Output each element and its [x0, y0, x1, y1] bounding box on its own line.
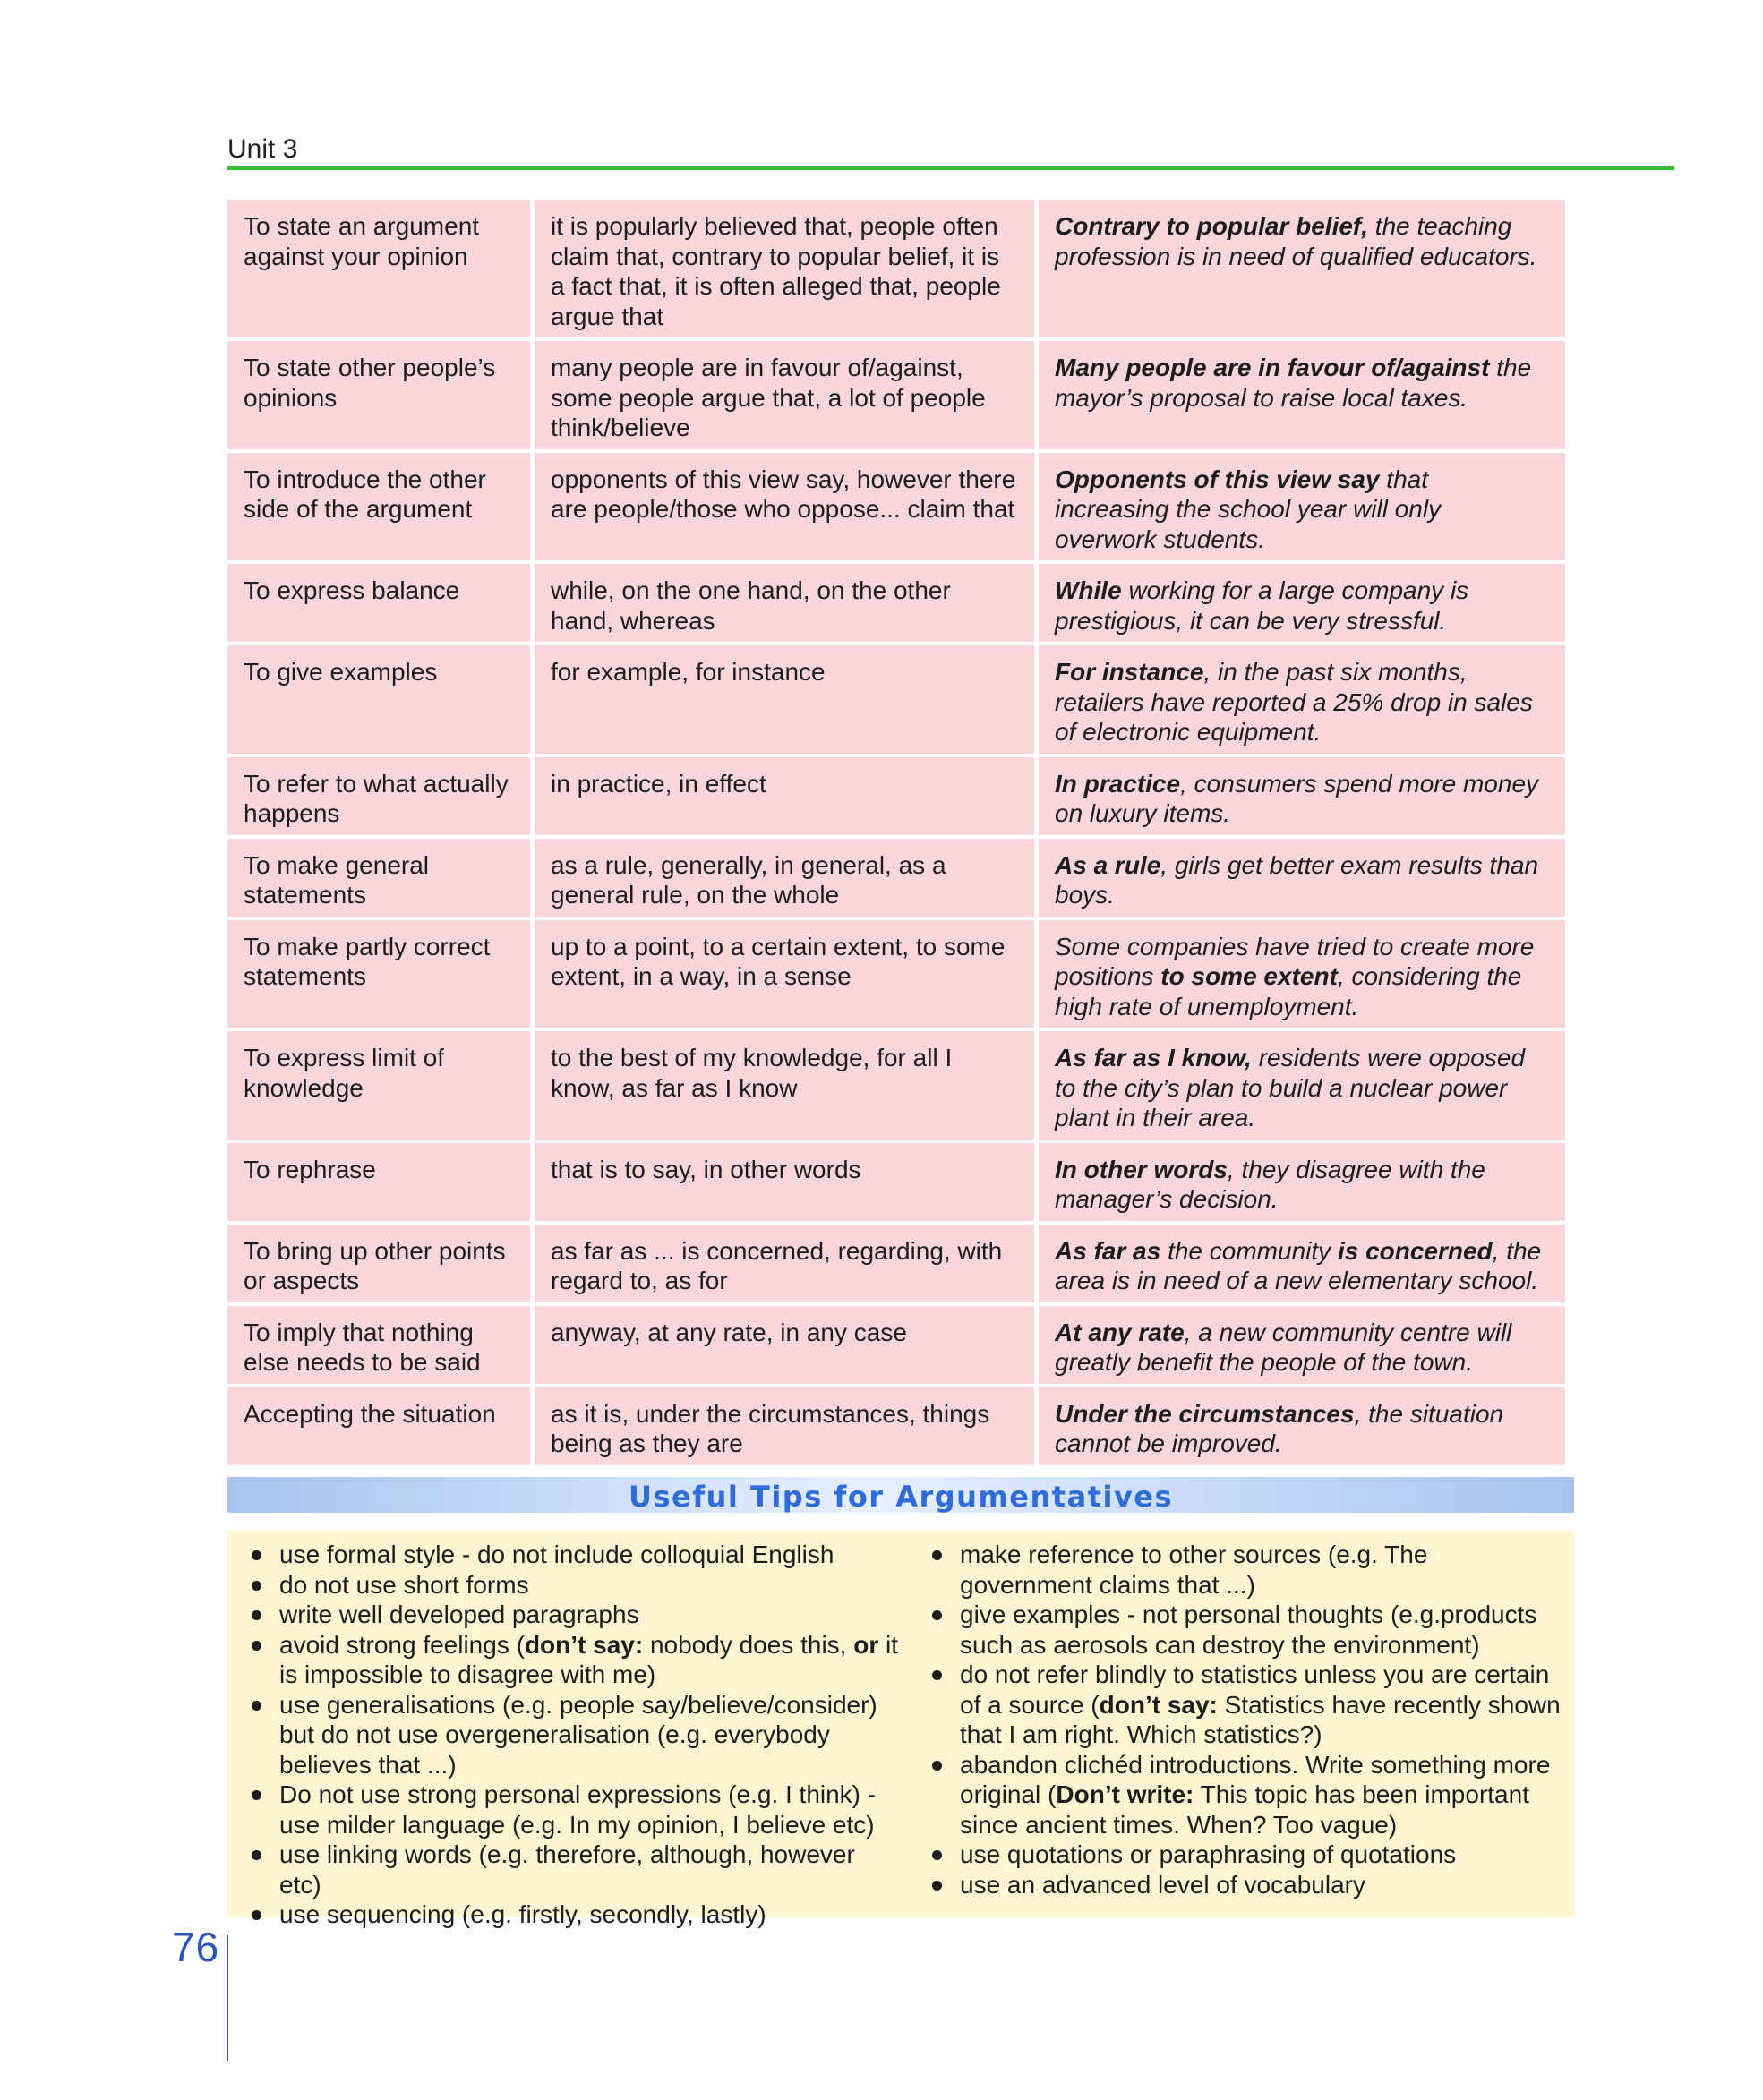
- example-key-phrase: to some extent: [1160, 962, 1338, 990]
- header-divider: [227, 166, 1674, 170]
- table-row: [227, 1031, 1565, 1140]
- tip-item: [250, 1630, 903, 1690]
- tip-text: make reference to other sources (e.g. The government claims that ...): [960, 1541, 1428, 1599]
- tip-text: use formal style - do not include colloquial English: [279, 1541, 834, 1568]
- tip-text: avoid strong feelings (: [279, 1630, 525, 1659]
- table-row: [227, 1143, 1565, 1221]
- tip-item: [250, 1690, 903, 1780]
- tip-text: use sequencing (e.g. firstly, secondly, lastly): [279, 1900, 766, 1928]
- example-key-phrase: At any rate: [1055, 1318, 1185, 1346]
- phrases-cell: opponents of this view say, however there are people/those who oppose... claim that: [535, 453, 1034, 561]
- tips-list-right: [930, 1540, 1562, 1899]
- bullet-icon: [932, 1550, 942, 1560]
- phrases-cell: as far as ... is concerned, regarding, with regard to, as for: [535, 1225, 1034, 1302]
- tip-item: [930, 1750, 1562, 1840]
- example-text: residents were opposed to the city’s plan to build a nuclear power plant in their area.: [1055, 1044, 1526, 1131]
- phrases-cell: as a rule, generally, in general, as a general rule, on the whole: [535, 839, 1034, 917]
- example-key-phrase: is concerned: [1337, 1236, 1493, 1265]
- tip-item: [250, 1570, 903, 1601]
- bullet-icon: [252, 1641, 261, 1651]
- bullet-icon: [252, 1550, 261, 1560]
- example-key-phrase: Many people are in favour of/against: [1055, 354, 1490, 381]
- purpose-cell: To state an argument against your opinion: [227, 200, 530, 337]
- example-cell: [1039, 645, 1565, 754]
- tip-text: use an advanced level of vocabulary: [960, 1870, 1365, 1899]
- purpose-cell: To make general statements: [227, 839, 530, 917]
- example-text: , considering the high rate of unemployment.: [1055, 962, 1522, 1020]
- purpose-cell: To refer to what actually happens: [227, 757, 530, 835]
- purpose-cell: To introduce the other side of the argument: [227, 453, 530, 561]
- tip-text: write well developed paragraphs: [279, 1601, 639, 1628]
- bullet-icon: [932, 1761, 942, 1771]
- example-cell: [1039, 1031, 1565, 1140]
- tip-text: do not refer blindly to statistics unless you are certain of a source (: [960, 1660, 1550, 1719]
- tip-text: give examples - not personal thoughts (e.g.products such as aerosols can destroy the environment): [960, 1601, 1537, 1659]
- example-key-phrase: In other words: [1055, 1155, 1228, 1183]
- table-row: [227, 1387, 1565, 1465]
- tip-bold: don’t say:: [1099, 1690, 1218, 1719]
- example-key-phrase: In practice: [1055, 769, 1181, 798]
- example-cell: [1039, 1225, 1565, 1302]
- example-text: working for a large company is prestigious, it can be very stressful.: [1055, 576, 1469, 635]
- tip-item: [930, 1540, 1562, 1600]
- tip-text: abandon clichéd introductions. Write something more original (: [960, 1750, 1551, 1808]
- table-row: [227, 1306, 1565, 1384]
- example-key-phrase: As far as I know,: [1055, 1044, 1252, 1071]
- tips-header-bar: [227, 1477, 1574, 1513]
- tip-item: [250, 1899, 903, 1930]
- phrases-cell: it is popularly believed that, people often claim that, contrary to popular belief, it is a fact that, it is often alleged that, people argue that: [535, 200, 1034, 337]
- tip-text: use quotations or paraphrasing of quotations: [960, 1840, 1457, 1868]
- tip-item: [250, 1600, 903, 1630]
- bullet-icon: [252, 1850, 261, 1860]
- phrases-cell: for example, for instance: [535, 645, 1034, 754]
- bullet-icon: [932, 1881, 942, 1891]
- table-row: [227, 757, 1565, 835]
- phrases-cell: that is to say, in other words: [535, 1143, 1034, 1221]
- phrases-cell: while, on the one hand, on the other hand, whereas: [535, 564, 1034, 642]
- example-key-phrase: Under the circumstances: [1055, 1399, 1355, 1428]
- tip-item: [930, 1870, 1562, 1900]
- tips-box: [227, 1531, 1574, 1928]
- table-row: [227, 839, 1565, 917]
- tip-text: it is impossible to disagree with me): [279, 1630, 898, 1688]
- table-row: [227, 564, 1565, 642]
- table-row: [227, 453, 1565, 561]
- example-text: Some companies have tried to create more positions: [1055, 932, 1535, 990]
- example-cell: [1039, 564, 1565, 642]
- bullet-icon: [932, 1850, 942, 1860]
- purpose-cell: To express balance: [227, 564, 530, 642]
- example-cell: [1039, 757, 1565, 835]
- tip-item: [250, 1540, 903, 1570]
- example-cell: [1039, 1306, 1565, 1384]
- bullet-icon: [932, 1670, 942, 1680]
- phrases-cell: up to a point, to a certain extent, to some extent, in a way, in a sense: [535, 920, 1034, 1029]
- tips-title: Useful Tips for Argumentatives: [628, 1480, 1174, 1514]
- purpose-cell: To make partly correct statements: [227, 920, 530, 1029]
- example-text: the teaching profession is in need of qualified educators.: [1055, 212, 1537, 270]
- phrase-table: [223, 196, 1570, 1469]
- phrases-cell: to the best of my knowledge, for all I know, as far as I know: [535, 1031, 1034, 1140]
- unit-label: Unit 3: [227, 134, 298, 164]
- example-cell: [1039, 341, 1565, 449]
- example-key-phrase: While: [1055, 576, 1122, 604]
- tip-item: [930, 1660, 1562, 1750]
- bullet-icon: [252, 1701, 261, 1711]
- purpose-cell: To imply that nothing else needs to be said: [227, 1306, 530, 1384]
- tip-item: [930, 1840, 1562, 1870]
- example-text: , they disagree with the manager’s decision.: [1055, 1155, 1485, 1213]
- example-key-phrase: Opponents of this view say: [1055, 465, 1380, 493]
- example-cell: [1039, 920, 1565, 1029]
- example-key-phrase: Contrary to popular belief,: [1055, 212, 1369, 240]
- tip-text: use linking words (e.g. therefore, although, however etc): [279, 1840, 855, 1899]
- example-text: , the area is in need of a new elementary school.: [1055, 1236, 1542, 1294]
- purpose-cell: To give examples: [227, 645, 530, 754]
- example-text: , in the past six months, retailers have reported a 25% drop in sales of electronic equipment.: [1055, 658, 1533, 746]
- example-cell: [1039, 1387, 1565, 1465]
- tip-text: This topic has been important since ancient times. When? Too vague): [960, 1780, 1529, 1839]
- tip-text: nobody does this,: [643, 1630, 854, 1659]
- tip-text: do not use short forms: [279, 1570, 529, 1599]
- example-text: the mayor’s proposal to raise local taxes.: [1055, 354, 1532, 412]
- phrases-cell: anyway, at any rate, in any case: [535, 1306, 1034, 1384]
- tip-bold: don’t say:: [524, 1630, 644, 1659]
- tip-item: [930, 1600, 1562, 1660]
- example-cell: [1039, 453, 1565, 561]
- example-key-phrase: As far as: [1055, 1236, 1161, 1265]
- bullet-icon: [932, 1610, 942, 1620]
- example-cell: [1039, 1143, 1565, 1221]
- bullet-icon: [252, 1910, 261, 1920]
- tip-bold: Don’t write:: [1056, 1780, 1194, 1808]
- phrases-cell: in practice, in effect: [535, 757, 1034, 835]
- table-row: [227, 200, 1565, 337]
- example-text: , consumers spend more money on luxury items.: [1055, 769, 1539, 827]
- bullet-icon: [252, 1790, 261, 1800]
- bullet-icon: [252, 1610, 261, 1620]
- tip-text: Do not use strong personal expressions (e.g. I think) - use milder language (e.g. In my opinion, I believe etc): [279, 1780, 877, 1839]
- example-text: the community: [1160, 1236, 1338, 1265]
- purpose-cell: To bring up other points or aspects: [227, 1225, 530, 1302]
- example-cell: [1039, 200, 1565, 337]
- phrases-cell: as it is, under the circumstances, things being as they are: [535, 1387, 1034, 1465]
- page-number-rule: [227, 1935, 228, 2061]
- table-row: [227, 920, 1565, 1029]
- phrases-cell: many people are in favour of/against, some people argue that, a lot of people think/believe: [535, 341, 1034, 449]
- tip-bold: or: [853, 1630, 879, 1659]
- tip-text: Statistics have recently shown that I am right. Which statistics?): [960, 1690, 1561, 1748]
- example-cell: [1039, 839, 1565, 917]
- example-key-phrase: For instance: [1055, 658, 1204, 686]
- purpose-cell: To rephrase: [227, 1143, 530, 1221]
- purpose-cell: To state other people’s opinions: [227, 341, 530, 449]
- table-row: [227, 1225, 1565, 1302]
- example-text: , a new community centre will greatly benefit the people of the town.: [1055, 1318, 1512, 1376]
- purpose-cell: To express limit of knowledge: [227, 1031, 530, 1140]
- tip-text: use generalisations (e.g. people say/believe/consider) but do not use overgeneralisation (e.g. everybody believes that ...): [279, 1690, 877, 1779]
- page-number: 76: [172, 1924, 220, 1970]
- tip-item: [250, 1780, 903, 1840]
- table-row: [227, 645, 1565, 754]
- example-key-phrase: As a rule: [1055, 850, 1161, 879]
- example-text: , girls get better exam results than boys.: [1055, 850, 1539, 909]
- table-row: [227, 341, 1565, 449]
- purpose-cell: Accepting the situation: [227, 1387, 530, 1465]
- bullet-icon: [252, 1581, 261, 1591]
- example-text: that increasing the school year will only overwork students.: [1055, 465, 1442, 553]
- tip-item: [250, 1840, 903, 1899]
- tips-list-left: [250, 1540, 903, 1930]
- example-text: , the situation cannot be improved.: [1055, 1399, 1504, 1457]
